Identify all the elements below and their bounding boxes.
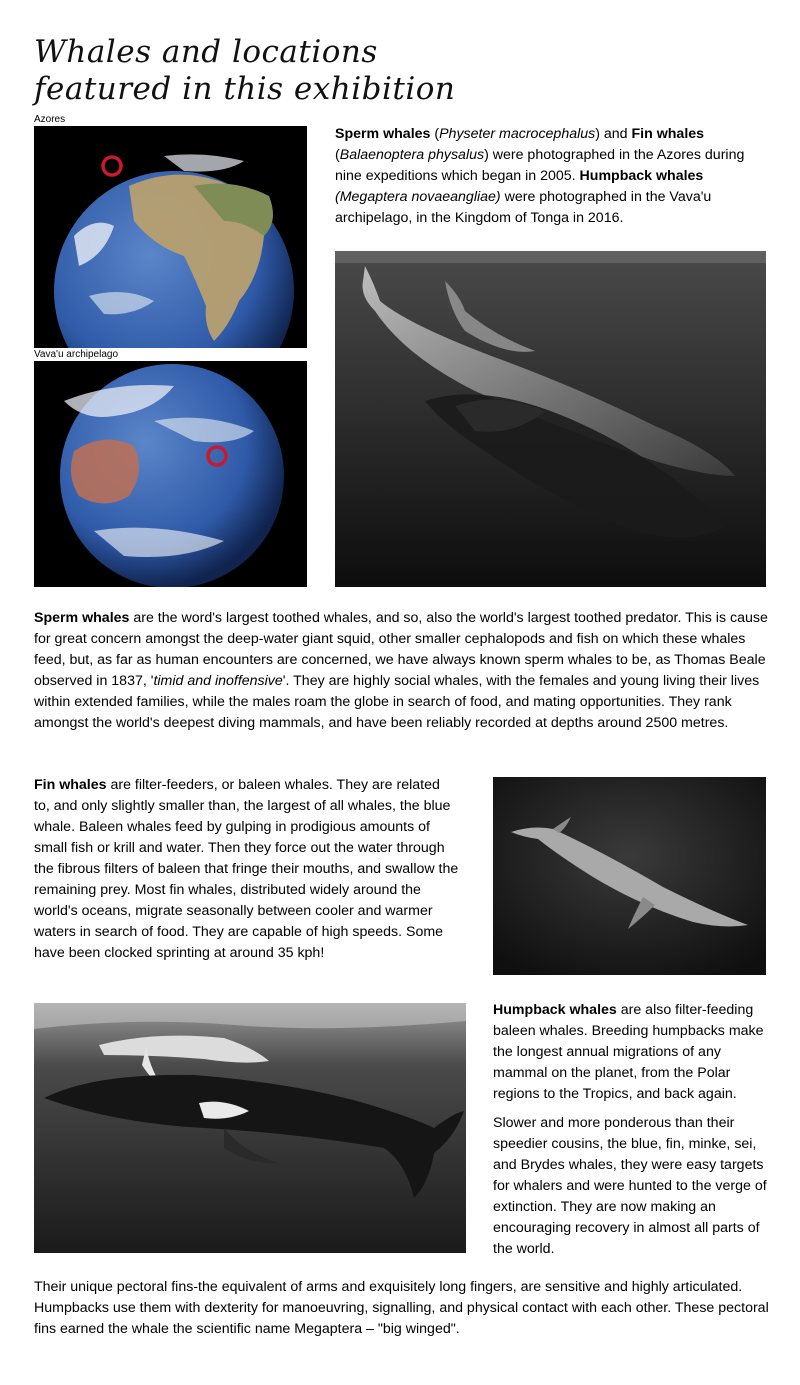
beale-quote: timid and inoffensive [153, 673, 283, 689]
sperm-whales-paragraph: Sperm whales are the word's largest toothed whales, and so, also the world's largest toothed predator. This is cause for great concern amongst the deep-water giant squid, other smaller cephalopods and fish on which these whales feed, but, as far as human encounters are concerned, we have always known sperm whales to be, as Thomas Beale observed in 1837, 'timid and inoffensive'. They are highly social whales, with the females and young living their lives within extended families, while the males roam the globe in search of food, and mating opportunities. They rank amongst the world's deepest diving mammals, and have been reliably recorded at depths around 2500 metres. [34, 610, 768, 731]
title-line-2: featured in this exhibition [34, 71, 456, 107]
azores-map-label: Azores [34, 114, 66, 125]
title-line-1: Whales and locations [34, 34, 378, 70]
fin-whales-name: Fin whales [631, 126, 705, 142]
sperm-whales-heading: Sperm whales [34, 610, 130, 626]
fin-latin-name: Balaenoptera physalus [339, 147, 485, 163]
humpback-paragraph-2: Slower and more ponderous than their speedier cousins, the blue, fin, minke, sei, and Brydes whales, they were easy targets for whalers and were hunted to the verge of extinction. They are now making an encouraging recovery in almost all parts of the world. [493, 1115, 767, 1257]
vavau-globe-graphic [34, 361, 307, 587]
azores-globe-image [34, 126, 307, 348]
humpback-paragraph-1: Humpback whales are also filter-feeding baleen whales. Breeding humpbacks make the longest annual migrations of any mammal on the planet, from the Polar regions to the Tropics, and back again. [493, 1002, 764, 1102]
sperm-whales-name: Sperm whales [335, 126, 431, 142]
humpback-latin-name: (Megaptera novaeangliae) [335, 189, 501, 205]
humpback-whales-graphic [34, 1003, 466, 1253]
humpback-whales-name: Humpback whales [579, 168, 704, 184]
humpback-whales-photo [34, 1003, 466, 1253]
sperm-whales-graphic [335, 251, 766, 587]
fin-whale-photo [493, 777, 766, 975]
sperm-latin-name: Physeter macrocephalus [439, 126, 596, 142]
vavau-globe-image [34, 361, 307, 587]
intro-paragraph: Sperm whales (Physeter macrocephalus) and Fin whales (Balaenoptera physalus) were photographed in the Azores during nine expeditions which began in 2005. Humpback whales (Megaptera novaeangliae) were photographed in the Vava'u archipelago, in the Kingdom of Tonga in 2016. [335, 126, 745, 226]
fin-whales-heading: Fin whales [34, 777, 107, 793]
fin-whale-graphic [493, 777, 766, 975]
closing-paragraph: Their unique pectoral fins-the equivalent of arms and exquisitely long fingers, are sensitive and highly articulated. Humpbacks use them with dexterity for manoeuvring, signalling, and physical contact with each other. These pectoral fins earned the whale the scientific name Megaptera – "big winged". [34, 1279, 769, 1337]
fin-whales-paragraph: Fin whales are filter-feeders, or baleen whales. They are related to, and only slightly smaller than, the largest of all whales, the blue whale. Baleen whales feed by gulping in prodigious amounts of small fish or krill and water. Then they force out the water through the fibrous filters of baleen that fringe their mouths, and swallow the remaining prey. Most fin whales, distributed widely around the world's oceans, migrate seasonally between cooler and warmer waters in search of food. They are capable of high speeds. Some have been clocked sprinting at around 35 kph! [34, 777, 459, 961]
sperm-whales-photo [335, 251, 766, 587]
azores-globe-graphic [34, 126, 307, 348]
humpback-whales-heading: Humpback whales [493, 1002, 617, 1018]
page-title [34, 34, 554, 108]
vavau-map-label: Vava'u archipelago [34, 349, 119, 360]
